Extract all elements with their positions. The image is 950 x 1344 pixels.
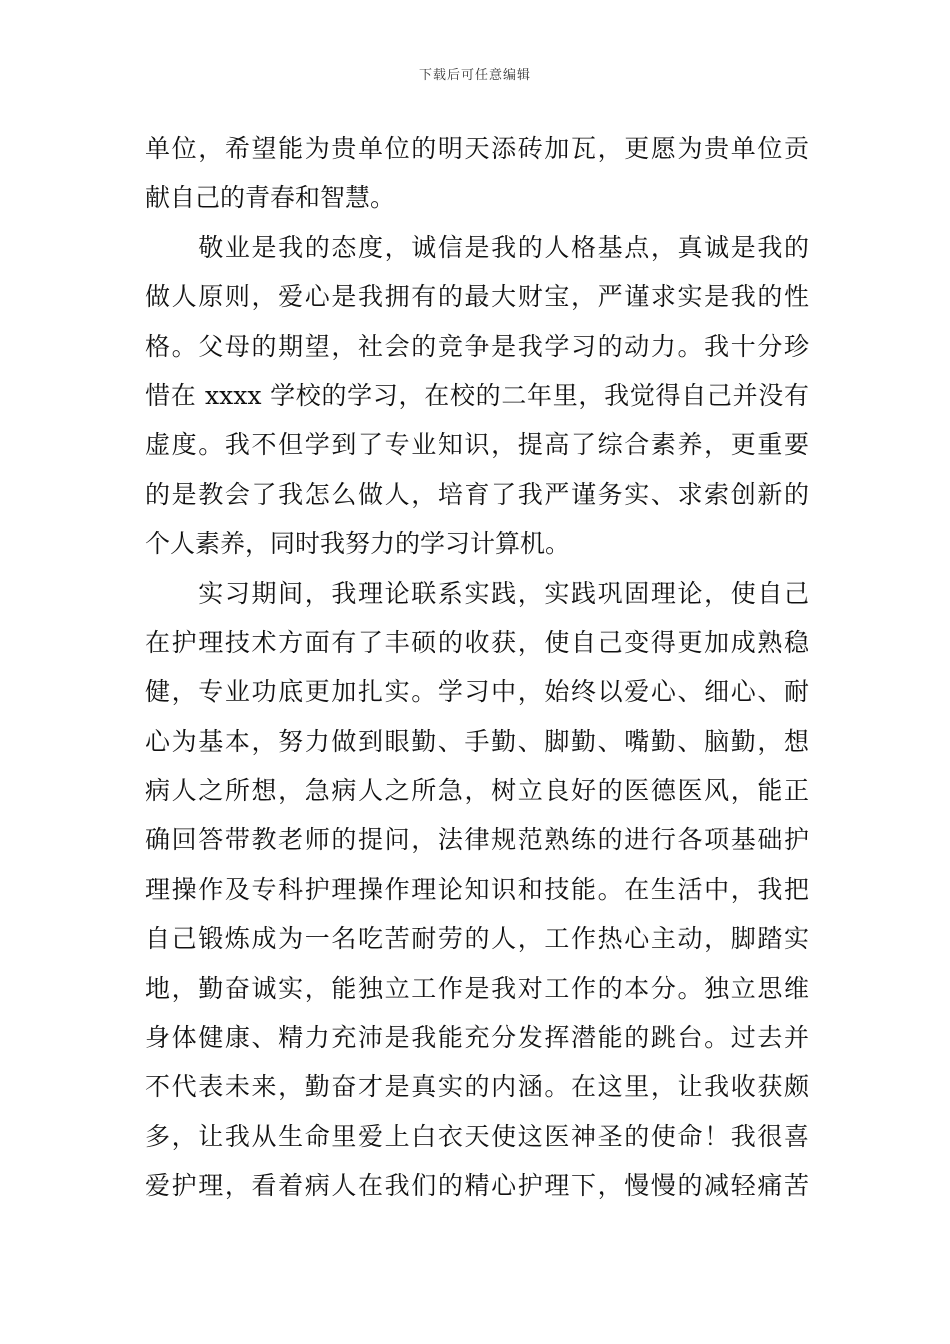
text-line: 心为基本，努力做到眼勤、手勤、脚勤、嘴勤、脑勤，想 (145, 726, 809, 756)
text-line: 确回答带教老师的提问，法律规范熟练的进行各项基础护 (145, 825, 809, 855)
page-header: 下载后可任意编辑 (418, 68, 531, 83)
text-line: 个人素养，同时我努力的学习计算机。 (145, 529, 571, 559)
text-line: 地，勤奋诚实，能独立工作是我对工作的本分。独立思维 (145, 973, 809, 1003)
text-line: 理操作及专科护理操作理论知识和技能。在生活中，我把 (145, 874, 809, 904)
text-line: 献自己的青春和智慧。 (145, 183, 396, 213)
text-line: 病人之所想，急病人之所急，树立良好的医德医风，能正 (145, 776, 809, 806)
text-line: 在护理技术方面有了丰硕的收获，使自己变得更加成熟稳 (145, 627, 809, 657)
text-line: 身体健康、精力充沛是我能充分发挥潜能的跳台。过去并 (145, 1023, 809, 1053)
text-line: 做人原则，爱心是我拥有的最大财宝，严谨求实是我的性 (145, 282, 809, 312)
text-line: 自己锻炼成为一名吃苦耐劳的人，工作热心主动，脚踏实 (145, 924, 809, 954)
text-line: 敬业是我的态度，诚信是我的人格基点，真诚是我的 (145, 232, 809, 262)
text-line: 单位，希望能为贵单位的明天添砖加瓦，更愿为贵单位贡 (145, 134, 809, 163)
document-body (145, 124, 809, 1211)
text-line: 惜在 xxxx 学校的学习，在校的二年里，我觉得自己并没有 (145, 380, 809, 410)
text-line: 的是教会了我怎么做人，培育了我严谨务实、求索创新的 (145, 479, 809, 509)
text-line: 格。父母的期望，社会的竞争是我学习的动力。我十分珍 (145, 331, 809, 361)
text-line: 虚度。我不但学到了专业知识，提高了综合素养，更重要 (145, 430, 809, 460)
text-line: 多，让我从生命里爱上白衣天使这医神圣的使命！我很喜 (145, 1121, 809, 1151)
text-line: 实习期间，我理论联系实践，实践巩固理论，使自己 (145, 578, 809, 608)
text-line: 爱护理，看着病人在我们的精心护理下，慢慢的减轻痛苦 (145, 1171, 809, 1201)
text-line: 不代表未来，勤奋才是真实的内涵。在这里，让我收获颇 (145, 1072, 809, 1102)
text-line: 健，专业功底更加扎实。学习中，始终以爱心、细心、耐 (145, 677, 809, 707)
